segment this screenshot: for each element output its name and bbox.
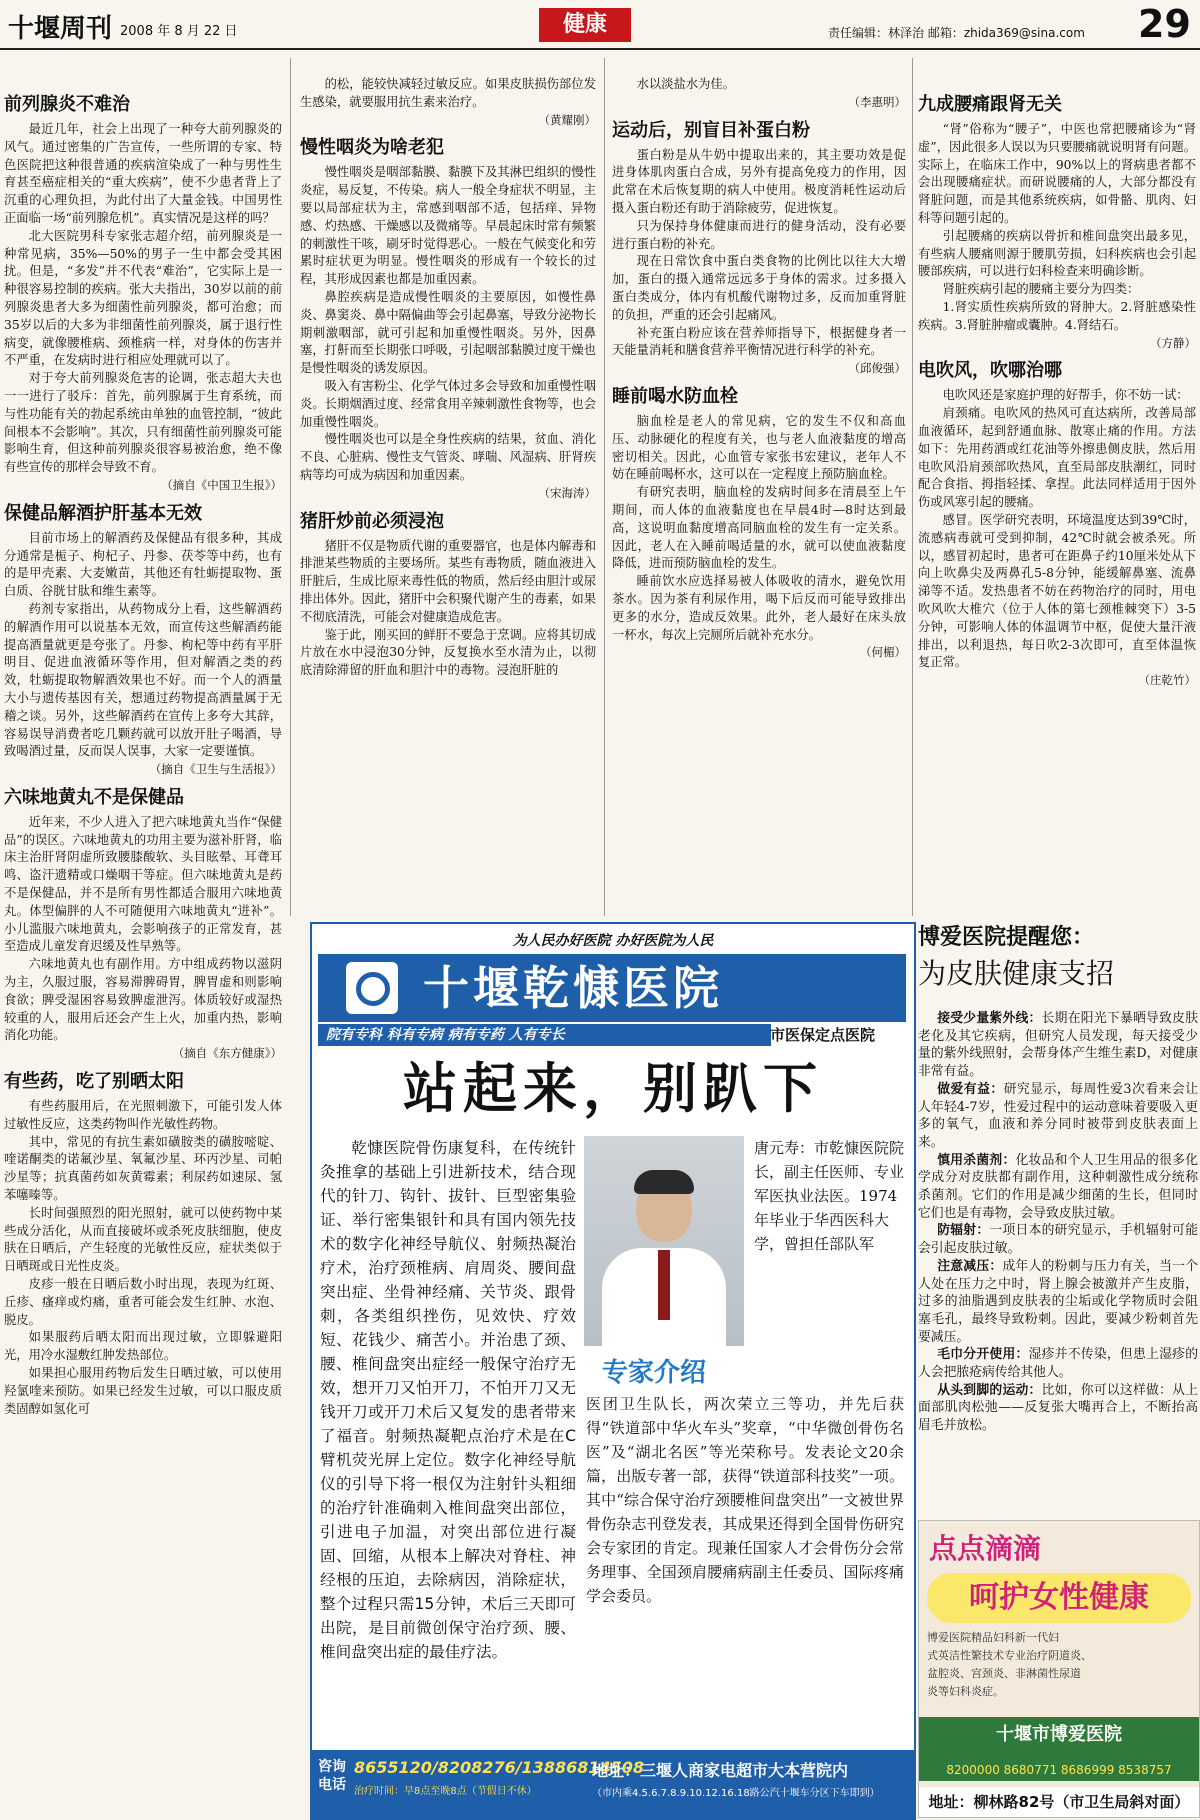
article-paragraph: 感冒。医学研究表明，环境温度达到39℃时，流感病毒就可受到抑制，42℃时就会被杀死。所以，感冒初起时，患者可在距鼻子约10厘米处从下向上吹鼻尖及两鼻孔5-8分钟，能缓解鼻塞、流鼻涕等不适。发热患者不妨在药物治疗的同时，用电吹风吹大椎穴（位于人体的第七颈椎棘突下）3-5分钟，可影响人体的体温调节中枢，促使大量汗液排出，以利退热，每日吹2-3次即可，直至体温恢复正常。: [918, 512, 1196, 670]
ad-address: 地址：柳林路82号（市卫生局斜对面）: [919, 1787, 1199, 1817]
article-paragraph: 目前市场上的解酒药及保健品有很多种，其成分通常是栀子、枸杞子、丹参、茯苓等中药，也有的是甲壳素、大麦嫩苗，其他还有牡蛎提取物、蛋白质、谷胱甘肽和维生素等。: [4, 530, 282, 599]
article-source: （黄耀刚）: [538, 112, 596, 127]
article-paragraph: 蛋白粉是从牛奶中提取出来的，其主要功效是促进身体肌肉蛋白合成，另外有提高免疫力的作用，因此常在术后恢复期的病人中使用。极度消耗性运动后摄入蛋白粉还有助于消除疲劳，促进恢复。: [612, 147, 906, 215]
article-title: 九成腰痛跟肾无关: [918, 94, 1062, 115]
column-4: [918, 86, 1196, 916]
column-divider: [604, 58, 605, 916]
article-source: （邱俊强）: [848, 361, 906, 376]
insurance-badge: 市医保定点医院: [770, 1026, 876, 1044]
phone-number: 8655120/8208276/13886814508: [354, 1758, 645, 1777]
article-paragraph: 的松，能较快减轻过敏反应。如果皮肤损伤部位发生感染，就要服用抗生素来治疗。: [300, 77, 596, 109]
ad-body: 乾慷医院骨伤康复科，在传统针灸推拿的基础上引进新技术，结合现代的针刀、钩针、拔针、巨型密集验证、举行密集银针和具有国内领先技术的数字化神经导航仪、射频热凝治疗术，治疗颈椎病、肩周炎、腰间盘突出症、坐骨神经痛、关节炎、跟骨刺，各类组织挫伤，见效快、疗效短、花钱少、痛苦小。并治患了颈、腰、椎间盘突出症经一般保守治疗无效，想开刀又怕开刀，不怕开刀又无钱开刀或开刀术后又复发的患者带来了福音。射频热凝靶点治疗术是在C臂机荧光屏上定位。数字化神经导航仪的引导下将一根仅为注射针头粗细的治疗针准确刺入椎间盘突出部位，引进电子加温，对突出部位进行凝固、回缩，从根本上解决对脊柱、神经根的压迫，去除病因，消除症状，整个过程只需15分钟，术后三天即可出院，是目前微创保守治疗颈、腰、椎间盘突出症的最佳疗法。: [320, 1139, 576, 1661]
skin-tip-label: 防辐射：: [937, 1223, 990, 1239]
article-paragraph: 肩颈痛。电吹风的热风可直达病所，改善局部血液循环，起到舒通血脉、散寒止痛的作用。方法如下：先用药酒或红花油等外擦患侧皮肤，然后用电吹风沿肩颈部吹热风，直至局部皮肤潮红，同时配合食指、拇指轻揉、拿捏。此法同样适用于因外伤或风寒引起的腰痛。: [918, 406, 1196, 510]
ad-headline: 站起来，别趴下: [403, 1057, 823, 1120]
article-paragraph: 只为保持身体健康而进行的健身活动，没有必要进行蛋白粉的补充。: [612, 218, 906, 251]
column-divider: [912, 58, 913, 916]
article-paragraph: 引起腰痛的疾病以骨折和椎间盘突出最多见，有些病人腰痛则源于腰肌劳损，妇科疾病也会引起腰部疾病，可以进行妇科检查来明确诊断。: [918, 228, 1196, 279]
skin-article-body: [918, 1010, 1198, 1512]
article-title: 运动后，别盲目补蛋白粉: [612, 119, 810, 141]
doctor-bio-continued: 医团卫生队长，两次荣立三等功，并先后获得“铁道部中华火车头”奖章，“中华微创骨伤名医”及“湖北名医”等光荣称号。发表论文20余篇，出版专著一部，获得“铁道部科技奖”一项。其中“综合保守治疗颈腰椎间盘突出”一文被世界骨伤杂志刊登发表，其成果还得到全国骨伤研究会专家团的肯定。现兼任国家人才会骨伤分会常务理事、全国颈肩腰痛病副主任委员、国际疼痛学会委员。: [586, 1395, 904, 1605]
skin-tip-text: 比如，你可以这样做：从上面部肌肉松弛——反复张大嘴再合上，不断抬高眉毛并放松。: [918, 1382, 1198, 1434]
skin-tip-text: 湿疹并不传染，但患上湿疹的人会把脓疮病传给其他人。: [918, 1347, 1198, 1381]
page-number: 29: [1138, 2, 1191, 46]
column-1: [4, 86, 282, 1814]
article-title: 保健品解酒护肝基本无效: [4, 502, 202, 524]
article-paragraph: 电吹风还是家庭护理的好帮手，你不妨一试：: [942, 388, 1189, 403]
skin-tip-label: 慎用杀菌剂：: [937, 1152, 1016, 1168]
article-title: 有些药，吃了别晒太阳: [4, 1071, 184, 1093]
article-paragraph: 睡前饮水应选择易被人体吸收的清水，避免饮用茶水。因为茶有利尿作用，喝下后反而可能导致排出更多的水分，造成反效果。此外，老人最好在床头放一杯水，每次上完厕所后就补充水分。: [612, 574, 906, 642]
womens-health-advertisement: [918, 1520, 1200, 1818]
hospital-logo-icon: [346, 962, 398, 1014]
article-paragraph: 如果服药后晒太阳而出现过敏，立即躲避阳光，用冷水湿敷红肿发热部位。: [4, 1330, 282, 1363]
skin-tip-label: 做爱有益：: [937, 1081, 1004, 1097]
article-paragraph: 北大医院男科专家张志超介绍，前列腺炎是一种常见病，35%—50%的男子一生中都会受其困扰。但是，“多发”并不代表“难治”，它实际上是一种很容易控制的疾病。张大夫指出，30岁以前的前列腺炎患者大多为细菌性前列腺炎，都可治愈；而35岁以后的大多为非细菌性前列腺炎，属于退行性病变，就像腰椎病、颈椎病一样，对身体的伤害并不严重，在发病时进行相应处理就可以了。: [4, 228, 282, 368]
section-badge: 健康: [539, 8, 631, 42]
skin-tip-label: 毛巾分开使用：: [937, 1347, 1029, 1363]
expert-label: 专家介绍: [602, 1358, 707, 1388]
hospital-name: 十堰乾慷医院: [423, 961, 723, 1015]
article-paragraph: 有些药服用后，在光照刺激下，可能引发人体过敏性反应，这类药物叫作光敏性药物。: [4, 1099, 282, 1131]
column-divider: [290, 58, 291, 916]
article-paragraph: 现在日常饮食中蛋白类食物的比例比以往大大增加，蛋白的摄入通常远远多于身体的需求。过多摄入蛋白类成分，体内有机酸代谢物过多，反而加重肾脏的负担，严重的还会引起痛风。: [612, 254, 906, 322]
skin-tip-text: 一项日本的研究显示，手机辐射可能会引起皮肤过敏。: [918, 1223, 1198, 1257]
skin-tip-text: 化妆品和个人卫生用品的很多化学成分对皮肤都有副作用，这种刺激性成分统称杀菌剂。它们的作用是减少细菌的生长，但同时它们也是有毒物，会导致皮肤过敏。: [918, 1152, 1198, 1221]
header-rule: [0, 48, 1200, 50]
article-paragraph: 最近几年，社会上出现了一种夸大前列腺炎的风气。通过密集的广告宣传，一些所谓的专家、特色医院把这种很普通的疾病渲染成了一种与男性生育甚至癌症相关的“重大疾病”，使不少患者背上了沉重的心理负担，为此付出了大量金钱。中国男性正面临一场“前列腺危机”。真实情况是这样的吗？: [4, 122, 282, 225]
treatment-hours: 治疗时间：早8点至晚8点（节假日不休）: [354, 1786, 537, 1797]
doctor-bio: 唐元寿：市乾慷医院院长，副主任医师、专业军医执业法医。1974年毕业于华西医科大学，曾担任部队军: [754, 1139, 905, 1253]
article-paragraph: 鼻腔疾病是造成慢性咽炎的主要原因，如慢性鼻炎、鼻窦炎、鼻中隔偏曲等会引起鼻塞，导致分泌物长期刺激咽部，就可引起和加重慢性咽炎。另外，因鼻塞，打鼾而至长期张口呼吸，引起咽部黏膜过度干燥也是慢性咽炎的诱发原因。: [300, 289, 596, 376]
doctor-photo: [584, 1136, 744, 1346]
skin-article-title: [918, 922, 1198, 1008]
skin-tip: [918, 1222, 1198, 1257]
phone-label: 咨询电话: [318, 1759, 346, 1793]
hospital-advertisement: [310, 922, 916, 1820]
ad-phone-numbers: 8200000 8680771 8686999 8538757: [919, 1759, 1199, 1781]
ad-banner: [318, 954, 906, 1022]
newspaper-title: 十堰周刊: [8, 14, 113, 44]
article-paragraph: 吸入有害粉尘、化学气体过多会导致和加重慢性咽炎。长期烟酒过度、经常食用辛辣刺激性食物等，也会加重慢性咽炎。: [300, 378, 596, 429]
skin-tip-label: 从头到脚的运动：: [937, 1382, 1042, 1398]
article-paragraph: 1.肾实质性疾病所致的肾肿大。2.肾脏感染性疾病。3.肾脏肿瘤或囊肿。4.肾结石。: [918, 299, 1196, 332]
article-title: 慢性咽炎为啥老犯: [300, 137, 444, 159]
article-paragraph: 有研究表明，脑血栓的发病时间多在清晨至上午期间，而人体的血液黏度也在早晨4时—8时达到最高，这说明血黏度增高同脑血栓的发生有一定关系。因此，老人在入睡前喝适量的水，就可以使血液黏度降低，进而预防脑血栓的发生。: [612, 485, 906, 571]
ad-tagline: 点点滴滴: [929, 1532, 1042, 1565]
article-paragraph: 皮疹一般在日晒后数小时出现，表现为红斑、丘疹、瘙痒或灼痛，重者可能会发生红肿、水泡、脱皮。: [4, 1277, 282, 1327]
ad-footer: [312, 1750, 914, 1818]
ad-strip: 院有专科 科有专病 病有专药 人有专长: [318, 1024, 771, 1046]
article-source: （何楣）: [860, 645, 906, 660]
page-header: [0, 0, 1200, 50]
article-source: （李惠明）: [848, 94, 906, 109]
article-paragraph: “肾”俗称为“腰子”，中医也常把腰痛诊为“肾虚”，因此很多人误以为只要腰痛就说明肾有问题。实际上，在临床工作中，90%以上的肾病患者都不会出现腰痛症状。而研说腰痛的人，大部分都没有肾脏问题，而是其他系统疾病，如骨骼、肌肉、妇科等问题引起的。: [918, 122, 1196, 225]
article-source: （摘自《卫生与生活报》）: [149, 762, 282, 777]
skin-tip-label: 接受少量紫外线：: [937, 1011, 1042, 1026]
ad-description: 博爱医院精品妇科新一代妇 式英洁性繁技术专业治疗阴道炎、 盆腔炎、宫颈炎、非淋菌性尿道 炎等妇科炎症。: [927, 1631, 1092, 1698]
hospital-address: 地址：三堰人商家电超市大本营院内: [592, 1761, 849, 1780]
article-title: 六味地黄丸不是保健品: [4, 786, 184, 808]
article-paragraph: 慢性咽炎也可以是全身性疾病的结果，贫血、消化不良、心脏病、慢性支气管炎、哮喘、风湿病、肝肾疾病等均可成为病因和加重因素。: [300, 432, 596, 482]
article-source: （宋海涛）: [538, 485, 596, 500]
article-source: （方静）: [1150, 335, 1196, 350]
article-paragraph: 近年来，不少人进入了把六味地黄丸当作“保健品”的误区。六味地黄丸的功用主要为滋补肝肾，临床主治肝肾阴虚所致腰膝酸软、头目眩晕、耳聋耳鸣、盗汗遗精或口燥咽干等症。但六味地黄丸是药不是保健品，并不是所有男性都适合服用六味地黄丸。体型偏胖的人不可随便用六味地黄丸“进补”。小儿滥服六味地黄丸，会影响孩子的正常发育，甚至造成儿童发育迟缓及性早熟等。: [4, 814, 282, 954]
skin-tip: [918, 1081, 1198, 1152]
article-paragraph: 猪肝不仅是物质代谢的重要器官，也是体内解毒和排泄某些物质的主要场所。某些有毒物质，随血液进入肝脏后，生成比原来毒性低的物质，然后经由胆汁或尿排出体外。因此，猪肝中会积聚代谢产生的毒素，如果不彻底清洗，可能会对健康造成危害。: [300, 538, 596, 624]
article-paragraph: 六味地黄丸也有副作用。方中组成药物以滋阴为主，久服过服，容易滞脾碍胃，脾胃虚和则影响食欲；脾受湿困容易致脾虚泄泻。体质较好或湿热较重的人，服用后还会产生上火，加重内热，影响消化功能。: [4, 957, 282, 1043]
article-paragraph: 补充蛋白粉应该在营养师指导下，根据健身者一天能量消耗和膳食营养平衡情况进行科学的补充。: [612, 325, 906, 358]
skin-tip: [918, 1382, 1198, 1435]
article-title: 电吹风，吹哪治哪: [918, 360, 1062, 382]
article-paragraph: 长时间强照烈的阳光照射，就可以使药物中某些成分活化，从而直接破坏或杀死皮肤细胞，使皮肤在日晒后，产生轻度的光敏性反应，症状类似于日晒斑或日光性皮炎。: [4, 1205, 282, 1274]
bus-route: （市内乘4.5.6.7.8.9.10.12.16.18路公汽十堰车分区下车即到）: [592, 1788, 880, 1799]
skin-tip-text: 长期在阳光下暴晒导致皮肤老化及其它疾病，但研究人员发现，每天接受少量的紫外线照射，会帮身体产生维生素D，对健康非常有益。: [918, 1011, 1198, 1080]
issue-date: 2008 年 8 月 22 日: [120, 24, 238, 39]
skin-tip-label: 注意减压：: [937, 1258, 1003, 1274]
column-3: [612, 76, 906, 916]
skin-tip: [918, 1152, 1198, 1223]
article-paragraph: 肾脏疾病引起的腰痛主要分为四类：: [942, 282, 1140, 297]
skin-article-title-line2: 为皮肤健康支招: [918, 957, 1115, 990]
skin-article-title-line1: 博爱医院提醒您：: [918, 925, 1095, 950]
article-paragraph: 鉴于此，刚买回的鲜肝不要急于烹调。应将其切成片放在水中浸泡30分钟，反复换水至水清为止，以彻底清除滞留的肝血和胆汁中的毒物。浸泡肝脏的: [300, 627, 596, 678]
skin-tip-text: 研究显示，每周性爱3次看来会让人年轻4-7岁，性爱过程中的运动意味着要吸入更多的氧气，血液和养分同时被带到皮肤表面上来。: [918, 1081, 1198, 1150]
article-paragraph: 对于夸大前列腺炎危害的论调，张志超大夫也一一进行了驳斥：首先，前列腺属于生育系统，而与性功能有关的勃起系统由单独的血管控制，“彼此间根本不会影响”。其次，只有细菌性前列腺炎可能影响生育，但这种前列腺炎很容易被治愈，绝不像有些宣传的那样会导致不育。: [4, 371, 282, 475]
article-source: （摘自《东方健康》）: [172, 1046, 282, 1061]
article-paragraph: 水以淡盐水为佳。: [636, 77, 735, 91]
article-paragraph: 如果担心服用药物后发生日晒过敏，可以使用羟氯喹来预防。如果已经发生过敏，可以口服皮质类固醇如氢化可: [4, 1366, 282, 1416]
article-paragraph: 脑血栓是老人的常见病，它的发生不仅和高血压、动脉硬化的程度有关，也与老人血液黏度的增高密切相关。因此，心血管专家张书宏建议，老年人不妨在睡前喝杯水，这可以在一定程度上预防脑血栓。: [612, 413, 906, 482]
article-paragraph: 其中，常见的有抗生素如磺胺类的磺胺嘧啶、喹诺酮类的诺氟沙星、氧氟沙星、环丙沙星、司帕沙星等；抗真菌药如灰黄霉素；利尿药如速尿、氢苯噻嗪等。: [4, 1134, 282, 1203]
article-source: （庄乾竹）: [1138, 673, 1196, 688]
skin-tip: [918, 1010, 1198, 1081]
hospital-name-band: 十堰市博爱医院: [919, 1717, 1199, 1777]
article-paragraph: 慢性咽炎是咽部黏膜、黏膜下及其淋巴组织的慢性炎症，易反复，不传染。病人一般全身症状不明显，主要以局部症状为主，常感到咽部不适，包括痒、异物感、灼热感、干燥感以及微痛等。早晨起床时常有频繁的刺激性干咳，刷牙时觉得恶心。一般在气候变化和劳累时症状更为明显。慢性咽炎的形成有一个较长的过程，其形成因素也都是加重因素。: [300, 165, 596, 287]
ad-slogan-banner: 呵护女性健康: [927, 1573, 1191, 1623]
article-title: 猪肝炒前必须浸泡: [300, 510, 444, 532]
article-paragraph: 药剂专家指出，从药物成分上看，这些解酒药的解酒作用可以说基本无效，而宣传这些解酒药能提高酒量就更是夸张了。丹参、枸杞等中药有平肝明目、促进血液循环等作用，但对解酒之类的药效，牡蛎提取物解酒效果也不好。而一个人的酒量大小与遗传基因有关，想通过药物提高酒量属于无稽之谈。另外，这些解酒药在宣传上多夸大其辞，容易误导消费者吃几颗药就可以放开肚子喝酒，导致喝酒过量，反而误人误事，大家一定要谨慎。: [4, 601, 282, 759]
ad-slogan: 为人民办好医院 办好医院为人民: [512, 933, 714, 949]
column-2: [300, 76, 596, 916]
article-source: （摘自《中国卫生报》）: [161, 477, 282, 492]
article-title: 睡前喝水防血栓: [612, 385, 738, 407]
article-title: 前列腺炎不难治: [4, 94, 130, 115]
editor-info: 责任编辑：林泽治 邮箱：zhida369@sina.com: [828, 26, 1085, 40]
skin-tip-text: 成年人的粉刺与压力有关，当一个人处在压力之中时，肾上腺会被激并产生皮脂，过多的油脂遇到皮肤表的尘垢或化学物质时会阻塞毛孔，最终导致粉刺。因此，要减少粉刺首先要减压。: [918, 1258, 1198, 1345]
skin-tip: [918, 1258, 1198, 1347]
skin-tip: [918, 1346, 1198, 1381]
